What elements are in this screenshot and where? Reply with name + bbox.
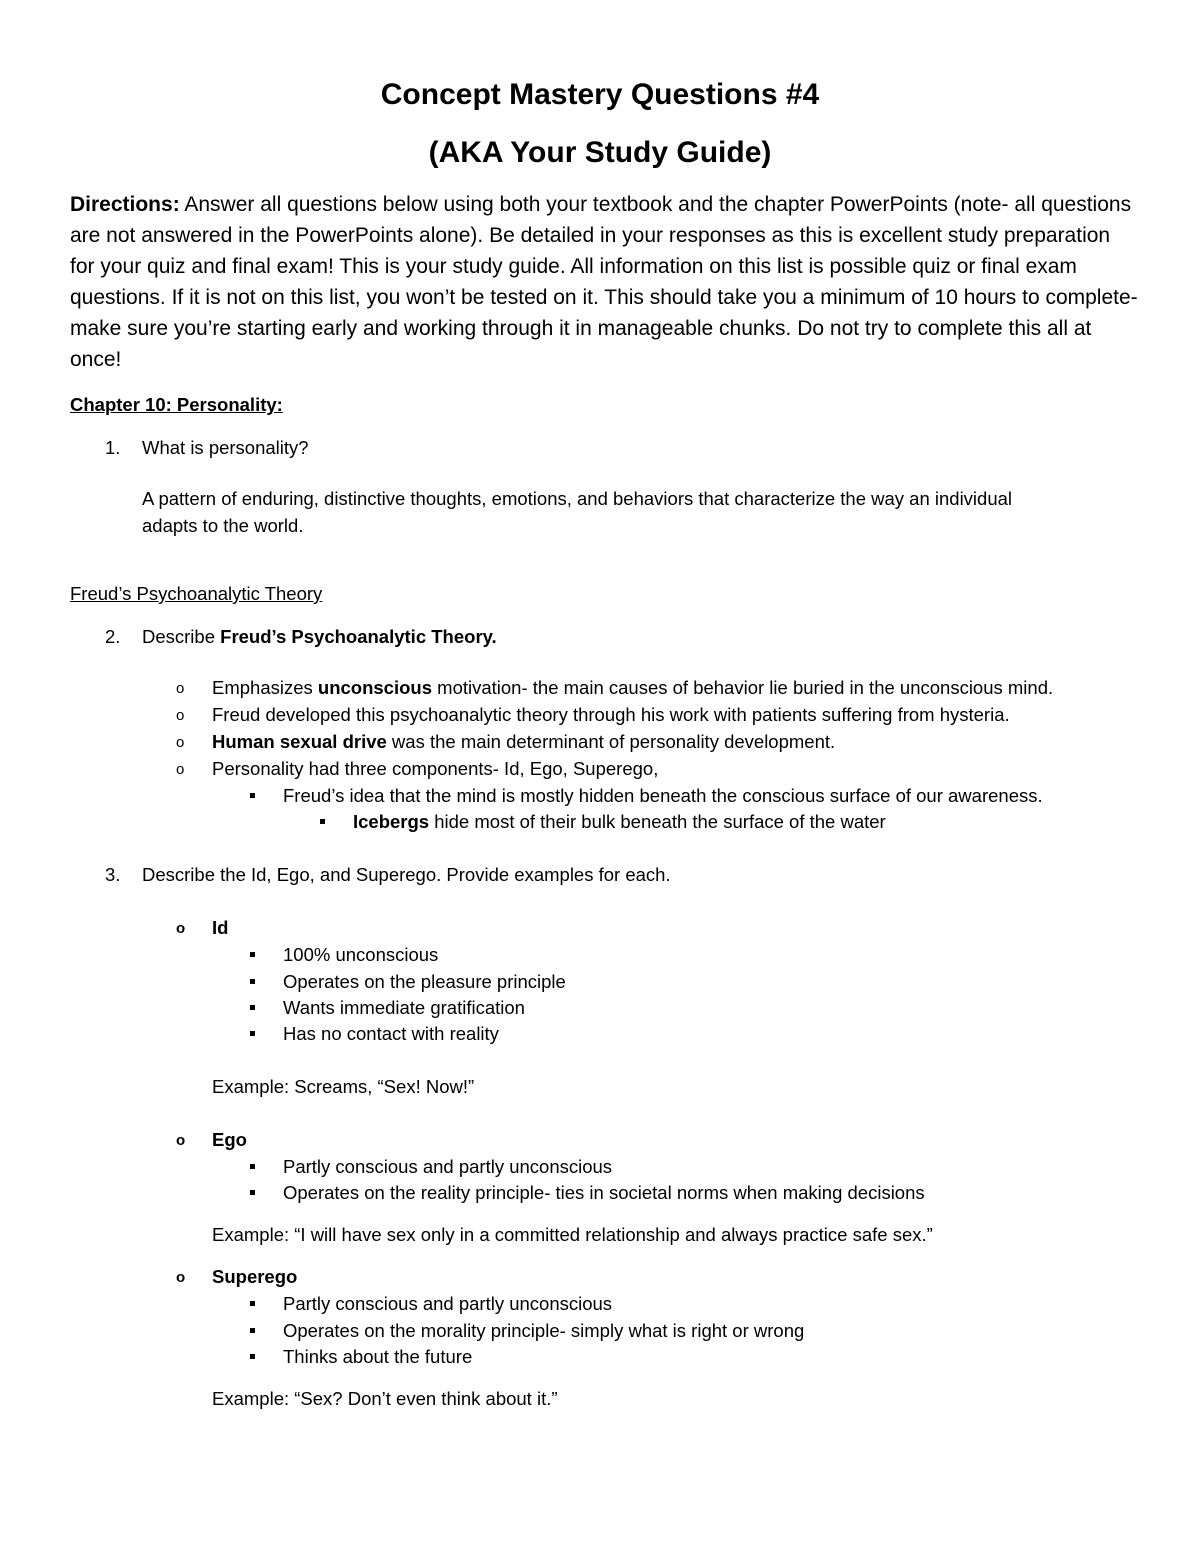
question-2-bold: Freud’s Psychoanalytic Theory. [220, 626, 497, 647]
ego-example: Example: “I will have sex only in a committed relationship and always practice safe sex.” [212, 1224, 933, 1245]
answer-1-line-2: adapts to the world. [142, 515, 304, 536]
question-number-2: 2. [105, 626, 121, 647]
chapter-heading: Chapter 10: Personality: [70, 394, 283, 415]
square-bullet [250, 1354, 255, 1359]
q2-subsub-post: hide most of their bulk beneath the surface of the water [429, 811, 886, 832]
id-item: Wants immediate gratification [283, 997, 525, 1018]
q2-bullet-4: Personality had three components- Id, Ego, Superego, [212, 758, 659, 779]
directions-paragraph [70, 189, 1140, 375]
q2-bullet-3-post: was the main determinant of personality development. [386, 731, 836, 752]
q2-subsub-bullet [353, 811, 886, 833]
square-bullet [250, 1328, 255, 1333]
square-bullet [320, 819, 325, 824]
square-bullet [250, 793, 255, 798]
superego-example: Example: “Sex? Don’t even think about it.” [212, 1388, 558, 1409]
square-bullet [250, 952, 255, 957]
page-title: Concept Mastery Questions #4 [380, 78, 820, 111]
id-item: 100% unconscious [283, 944, 439, 965]
directions-label: Directions: [70, 193, 180, 216]
square-bullet [250, 1164, 255, 1169]
square-bullet [250, 1190, 255, 1195]
q2-bullet-3 [212, 731, 835, 753]
circle-bullet: o [176, 920, 186, 937]
circle-bullet: o [176, 1269, 186, 1286]
question-3: Describe the Id, Ego, and Superego. Provide examples for each. [142, 864, 671, 885]
id-item: Operates on the pleasure principle [283, 971, 566, 992]
circle-bullet: o [176, 680, 185, 697]
superego-item: Partly conscious and partly unconscious [283, 1293, 613, 1314]
q2-bullet-3-bold: Human sexual drive [212, 731, 387, 752]
id-example: Example: Screams, “Sex! Now!” [212, 1076, 475, 1097]
id-label: Id [212, 917, 229, 938]
id-item: Has no contact with reality [283, 1023, 499, 1044]
q2-subsub-bold: Icebergs [353, 811, 430, 832]
ego-item: Partly conscious and partly unconscious [283, 1156, 613, 1177]
answer-1-line-1: A pattern of enduring, distinctive thoughts, emotions, and behaviors that characterize the way an individual [142, 488, 1013, 509]
square-bullet [250, 1005, 255, 1010]
superego-item: Thinks about the future [283, 1346, 473, 1367]
question-number-3: 3. [105, 864, 121, 885]
q2-bullet-1-post: motivation- the main causes of behavior lie buried in the unconscious mind. [432, 677, 1054, 698]
superego-item: Operates on the morality principle- simply what is right or wrong [283, 1320, 805, 1341]
q2-bullet-1-bold: unconscious [317, 677, 433, 698]
directions-text: Answer all questions below using both your textbook and the chapter PowerPoints (note- all questions are not answered in the PowerPoints alone). Be detailed in your responses as this is excellent study preparation for your quiz and final exam! This is your study guide. All information on this list is possible quiz or final exam questions. If it is not on this list, you won’t be tested on it. This should take you a minimum of 10 hours to complete- make sure you’re starting early and working through it in manageable chunks. Do not try to complete this all at once! [70, 193, 1138, 371]
circle-bullet: o [176, 707, 185, 724]
section-heading: Freud’s Psychoanalytic Theory [70, 583, 323, 604]
q2-bullet-1-pre: Emphasizes [212, 677, 318, 698]
circle-bullet: o [176, 1132, 186, 1149]
question-2 [142, 626, 497, 648]
square-bullet [250, 1301, 255, 1306]
q2-sub-bullet: Freud’s idea that the mind is mostly hidden beneath the conscious surface of our awareness. [283, 785, 1043, 806]
square-bullet [250, 979, 255, 984]
circle-bullet: o [176, 734, 185, 751]
superego-label: Superego [212, 1266, 298, 1287]
square-bullet [250, 1031, 255, 1036]
question-1: What is personality? [142, 437, 309, 458]
circle-bullet: o [176, 761, 185, 778]
question-2-prefix: Describe [142, 626, 221, 647]
page-subtitle: (AKA Your Study Guide) [428, 136, 772, 169]
ego-item: Operates on the reality principle- ties in societal norms when making decisions [283, 1182, 925, 1203]
q2-bullet-2: Freud developed this psychoanalytic theory through his work with patients suffering from hysteria. [212, 704, 1010, 725]
q2-bullet-1 [212, 677, 1053, 699]
ego-label: Ego [212, 1129, 247, 1150]
question-number-1: 1. [105, 437, 121, 458]
